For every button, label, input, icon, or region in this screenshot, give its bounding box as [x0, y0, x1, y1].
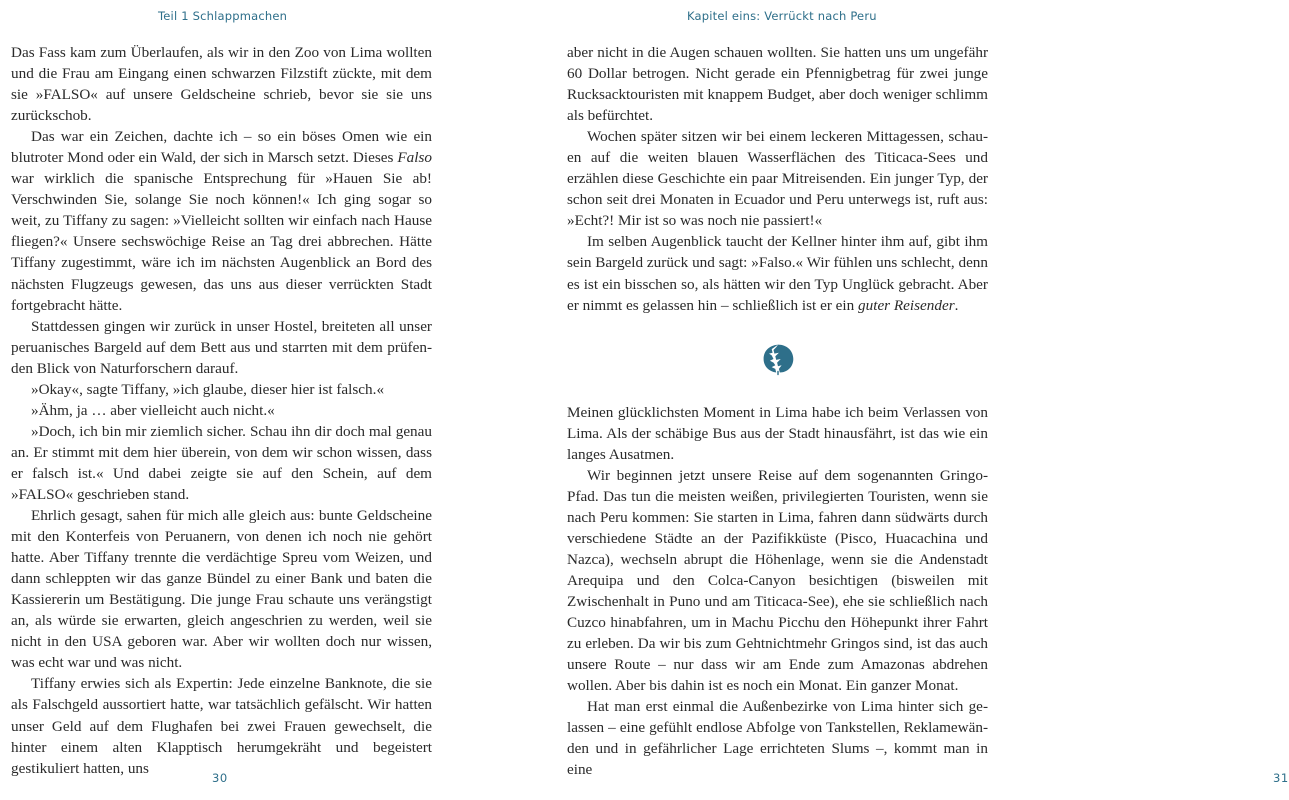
paragraph [11, 126, 432, 315]
paragraph [567, 231, 988, 315]
paragraph: »Okay«, sagte Tiffany, »ich glaube, dieser hier ist falsch.« [31, 380, 385, 398]
left-page [0, 0, 500, 800]
paragraph: Stattdessen gingen wir zurück in unser Hostel, breiteten all unser peruanisches Bargeld auf dem Bett aus und starrten mit dem prüfenden Blick von Naturforschern darauf. [11, 317, 432, 377]
right-page-body [567, 42, 988, 780]
paragraph: Meinen glücklichsten Moment in Lima habe ich beim Verlassen von Lima. Als der schäbige Bus aus der Stadt hinausfährt, ist das wie ein langes Ausatmen. [567, 403, 988, 463]
paragraph: Ehrlich gesagt, sahen für mich alle gleich aus: bunte Geldscheine mit den Konterfeis von Peruanern, von denen ich noch nie gehört hatte. Aber Tiffany trennte die verdächtige Spreu vom Weizen, und dann schleppten wir das ganze Bündel zu einer Bank und baten die Kassiererin um Bestätigung. Die junge Frau schaute uns verängstigt an, als würde sie erwarten, gleich angeschrien zu werden, weil sie nicht in den USA geboren war. Aber wir wollten doch nur wissen, was echt war und was nicht. [11, 507, 432, 672]
italic-phrase: guter Reisender [858, 296, 955, 314]
left-page-body [11, 42, 432, 779]
paragraph: »Ähm, ja … aber vielleicht auch nicht.« [31, 401, 275, 419]
page-number-left: 30 [212, 771, 228, 785]
running-head-left: Teil 1 Schlappmachen [158, 9, 288, 23]
right-page [500, 0, 1289, 800]
paragraph: Wochen später sitzen wir bei einem leckeren Mittagessen, schauen auf die weiten blauen Wasserflächen des Titicaca-Sees und erzählen diese Geschichte ein paar Mitreisenden. Ein junger Typ, der schon seit drei Monaten in Ecuador und Peru unterwegs ist, ruft aus: »Echt?! Mir ist so was noch nie passiert!« [567, 128, 988, 230]
paragraph: »Doch, ich bin mir ziemlich sicher. Schau ihn dir doch mal genau an. Er stimmt mit dem hier überein, von dem wir schon wissen, dass er falsch ist.« Und dabei zeigte sie auf den Schein, auf dem »FALSO« geschrieben stand. [11, 422, 432, 503]
paragraph: aber nicht in die Augen schauen wollten. Sie hatten uns um ungefähr 60 Dollar betrogen. Nicht gerade ein Pfennigbetrag für zwei junge Rucksacktouristen mit knappem Budget, aber doch weniger schlimm als befürchtet. [567, 44, 988, 125]
paragraph-tail: . [954, 296, 959, 314]
paragraph: Hat man erst einmal die Außenbezirke von Lima hinter sich gelassen – eine gefühlt endlose Abfolge von Tankstellen, Reklamewänden und in gefährlicher Lage errichteten Slums –, kommt man in eine [567, 698, 988, 779]
paragraph: Wir beginnen jetzt unsere Reise auf dem sogenannten Gringo-Pfad. Das tun die meisten weißen, privilegierten Touristen, wenn sie nach Peru kommen: Sie starten in Lima, fahren dann südwärts durch verschiedene Städte an der Pazifikküste (Pisco, Huacachina und Nazca), wechseln abrupt die Höhenlage, wenn sie die Andenstadt Arequipa und den Colca-Canyon besichtigen (bisweilen mit Zwischenhalt in Puno und am Titicaca-See), ehe sie schließlich nach Cuzco hinabfahren, um in Machu Picchu den Höhepunkt ihrer Fahrt zu erleben. Da wir bis zum Gehtnichtmehr Gringos sind, ist das auch unsere Route – nur dass wir am Ende zum Amazonas abdrehen wollen. Aber bis dahin ist es noch ein Monat. Ein ganzer Monat. [567, 466, 988, 695]
page-number-right: 31 [1273, 771, 1289, 785]
paragraph: Tiffany erwies sich als Expertin: Jede einzelne Banknote, die sie als Falschgeld aussortiert hatte, war tatsächlich gefälscht. Wir hatten unser Geld auf dem Flughafen bei zwei Frauen gewechselt, die hinter einem alten Klapptisch herumgekräht und begeistert gestikuliert hatten, uns [11, 675, 432, 777]
paragraph: Das Fass kam zum Überlaufen, als wir in den Zoo von Lima wollten und die Frau am Eingang einen schwarzen Filzstift zückte, mit dem sie »FALSO« auf unsere Geldscheine schrieb, bevor sie sie uns zurückschob. [11, 44, 432, 125]
monstera-leaf-icon [760, 341, 796, 377]
paragraph-text: Das war ein Zeichen, dachte ich – so ein böses Omen wie ein blutroter Mond oder ein Wald, der sich in Marsch setzt. Dieses Falso war wirklich die spanische Entsprechung für »Hauen Sie ab! Verschwinden Sie, solange Sie noch können!« Ich ging sogar so weit, zu Tiffany zu sagen: »Vielleicht sollten wir einfach nach Hause fliegen?« Unsere sechswöchige Reise an Tag drei abbrechen. Hätte Tiffany zugestimmt, wäre ich im nächsten Augenblick an Bord des nächsten Flugzeugs gewesen, das uns aus dieser verrückten Stadt fortgebracht hätte. [11, 128, 432, 314]
section-break-ornament [567, 316, 988, 402]
paragraph-text: Im selben Augenblick taucht der Kellner hinter ihm auf, gibt ihm sein Bargeld zurück und sagt: »Falso.« Wir fühlen uns schlecht, denn es ist ein bisschen so, als hätten wir den Typ Unglück gebracht. Aber er nimmt es gelassen hin – schließlich ist er ein [567, 233, 988, 314]
running-head-right: Kapitel eins: Verrückt nach Peru [687, 9, 877, 23]
